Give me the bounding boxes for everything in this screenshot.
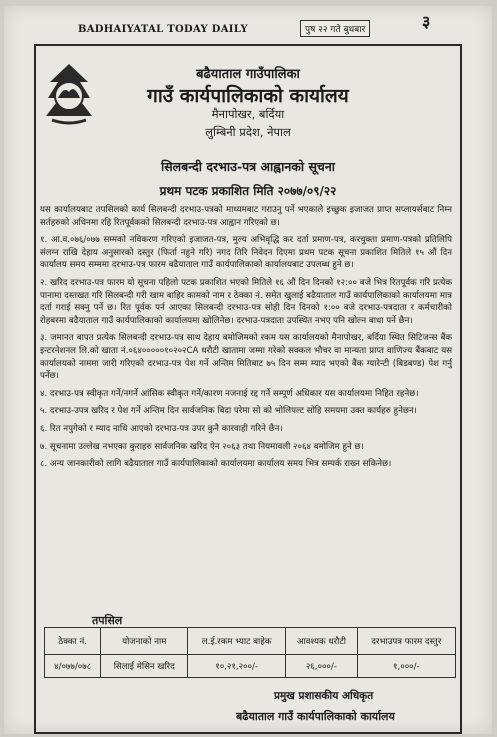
signatory-title: प्रमुख प्रशासकीय अधिकृत bbox=[274, 690, 374, 702]
municipality-name: बढैयाताल गाउँपालिका bbox=[196, 67, 300, 82]
newspaper-name: BADHAIYATAL TODAY DAILY bbox=[78, 24, 248, 35]
notice-intro: यस कार्यालयबाट तपसिलको कार्य सिलबन्दी दरभाउ-पत्रको माध्यमबाट गराउनु पर्ने भएकाले इच्छुक इजाजत प्राप्त सप्लायर्सबाट निम्न सर्तहरुको अधिनमा रहि रितपूर्वकको सिलबन्दी दरभाउ-पत्र आह्वान गरिएको छ। bbox=[40, 205, 452, 228]
contract-number-cell: ४/०७७/०७८ bbox=[45, 655, 101, 678]
schedule-heading: तपसिल bbox=[92, 614, 123, 627]
notice-body bbox=[40, 204, 452, 476]
newspaper-header-bar bbox=[4, 6, 492, 44]
notice-title: सिलबन्दी दरभाउ-पत्र आह्वानको सूचना bbox=[160, 159, 336, 174]
column-header: दरभाउपत्र फारम दस्तुर bbox=[357, 628, 455, 655]
province-name: लुम्बिनी प्रदेश, नेपाल bbox=[205, 125, 291, 139]
schedule-table bbox=[44, 627, 456, 678]
clause-item: ५. दरभाउ-उपत्र खरिद र पेश गर्ने अन्तिम दिन सार्वजनिक बिदा परेमा सो को भोलिपल्ट सोहि समयमा उक्त कार्यहरु हुनेछन। bbox=[40, 406, 417, 417]
publish-date: प्रथम पटक प्रकाशित मिति २०७७/०९/२२ bbox=[159, 184, 337, 198]
clause-item: १. आ.व.०७६/०७७ सम्मको नविकरण गरिएको इजाजत-पत्र, मुल्य अभिवृद्धि कर दर्ता प्रमाण-पत्र, करचुक्ता प्रमाण-पत्रको प्रतिलिपि संलग्न राखि देहाय अनुसारको दस्तुर (फिर्ता नहुने गरि) नगद तिरि निवेदन दिएमा प्रथम पटक सूचना प्रकाशित मितिले १५ औं दिन कार्यालय समय सम्ममा दरभाउ-पत्र फारम बढैयाताल गाउँ कार्यपालिकाको कार्यालयबाट उपलब्ध हुने छ। bbox=[40, 235, 452, 271]
page-number: ३ bbox=[422, 12, 431, 31]
signatory-office: बढैयाताल गाउँ कार्यपालिकाको कार्यालय bbox=[236, 710, 395, 723]
clause-item: ३. जमानत बापत प्रत्येक सिलबन्दी दरभाउ-पत्र साथ देहाय बमोजिमको रकम यस कार्यालयको मैनापोखर, बर्दिया स्थित सिटिजन्स बैंक इन्टरनेशनल लि.को खाता नं.०६४०००००१०२०२CA धरौटी खातामा जम्मा गरेको सक्कल भौचर वा मान्यता प्राप्त वाणिज्य बैंकबाट यस कार्यालयको नाममा जारी गरिएको दरभाउ-पत्र पेश गर्ने अन्तिम मितिबाट ७५ दिन सम्म म्याद भएको बैंक ग्यारेन्टी (बिडबण्ड) पेश गर्नु पर्नेछ। bbox=[40, 333, 452, 382]
clause-item: ७. सूचनामा उल्लेख नभएका कुराहरु सार्वजनिक खरिद ऐन २०६३ तथा नियमावली २०६४ बमोजिम हुने छ। bbox=[40, 441, 364, 452]
clause-item: २. खरिद दरभाउ-पत्र फारम यो सूचना पहिलो पटक प्रकाशित भएको मितिले १६ औं दिन दिनको १२:०० बजे भित्र रितपूर्वक गरि प्रत्येक पानामा दस्तखत गरि सिलबन्दी गरी खाम बाहिर कामको नाम र ठेक्का नं. समेत खुलाई बढैयाताल गाउँ कार्यपालिकाको कार्यालयमा मात्र दर्ता गराई सक्नु पर्ने छ। रित पूर्वक पर्न आएका सिलबन्दी दरभाउ-पत्र सोही दिन दिनको १:०० बजे दरभाउ-पत्रदाता र कर्मचारीको रोहबरमा बढैयाताल गाउँ कार्यपालिकाको कार्यालयमा खोलिनेछ। दरभाउ-पत्रदाता उपस्थित नभए पनि खोल्न बाधा पर्ने छैन। bbox=[40, 277, 452, 326]
column-header: योजनाको नाम bbox=[101, 628, 188, 655]
office-name: गाउँ कार्यपालिकाको कार्यालय bbox=[147, 85, 349, 107]
column-header: ल.ई.रकम भ्याट बाहेक bbox=[188, 628, 286, 655]
clause-item: ४. दरभाउ-पत्र स्वीकृत गर्ने/नगर्ने आंसिक स्वीकृत गर्ने/कारण नजनाई रद्द गर्ने सम्पूर्ण अधिकार यस कार्यालयमा निहित रहनेछ। bbox=[40, 388, 419, 399]
project-name-cell: सिलाई मेसिन खरिद bbox=[101, 655, 188, 678]
issue-date: पुष २२ गते बुधबार bbox=[300, 20, 370, 37]
form-fee-cell: १,०००/- bbox=[357, 655, 455, 678]
estimate-amount-cell: १०,२१,२००/- bbox=[188, 655, 286, 678]
deposit-amount-cell: २६,०००/- bbox=[286, 655, 358, 678]
office-location: मैनापोखर, बर्दिया bbox=[211, 107, 285, 121]
table-row bbox=[45, 655, 456, 678]
newspaper-page bbox=[4, 6, 492, 734]
clause-list bbox=[40, 234, 452, 471]
clause-item: ६. रित नपुगेको र म्याद नाधि आएको दरभाउ-पत्र उपर कुनै कारवाही गरिने छैन। bbox=[40, 423, 283, 434]
column-header: ठेक्का नं. bbox=[45, 628, 101, 655]
clause-item: ८. अन्य जानकारीको लागि बढैयाताल गाउँ कार्यपालिकाको कार्यालयमा कार्यालय समय भित्र सम्पर्क राख्न सकिनेछ। bbox=[40, 459, 392, 470]
column-header: आवश्यक धरौटी bbox=[286, 628, 358, 655]
table-header-row bbox=[45, 628, 456, 655]
